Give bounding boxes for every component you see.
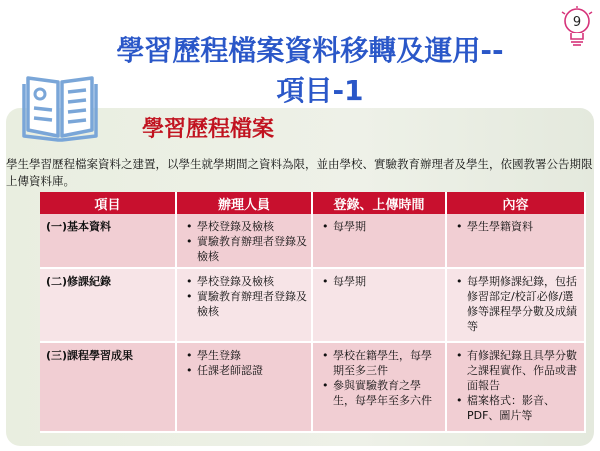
row-staff	[176, 214, 312, 268]
table-row	[40, 342, 585, 432]
section-title: 學習歷程檔案	[142, 117, 275, 142]
list-item: • 學校登錄及檢核	[197, 219, 307, 234]
open-book-icon	[20, 72, 100, 142]
list-item: • 學校在籍學生，每學期至多三件	[333, 348, 441, 378]
header-item: 項目	[40, 192, 176, 214]
row-content	[446, 268, 585, 342]
list-item: • 每學期修課紀錄，包括修習部定/校訂必修/選修等課程學分數及成績等	[467, 274, 580, 334]
list-item: • 每學期	[333, 219, 441, 234]
header-staff: 辦理人員	[176, 192, 312, 214]
row-content	[446, 342, 585, 432]
portfolio-table	[40, 192, 586, 433]
row-content	[446, 214, 585, 268]
header-content: 內容	[446, 192, 585, 214]
table-header-row	[40, 192, 585, 214]
list-item: • 學生登錄	[197, 348, 307, 363]
row-time	[312, 268, 446, 342]
list-item: • 學生學籍資料	[467, 219, 580, 234]
list-item: • 檔案格式：影音、PDF、圖片等	[467, 393, 580, 423]
header-time: 登錄、上傳時間	[312, 192, 446, 214]
intro-text: 學生學習歷程檔案資料之建置，以學生就學期間之資料為限，並由學校、實驗教育辦理者及學生，依國教署公告期限上傳資料庫。	[6, 157, 593, 188]
page-number: 9	[572, 15, 582, 30]
slide-title-line1: 學習歷程檔案資料移轉及運用--	[116, 34, 504, 67]
list-item: • 實驗教育辦理者登錄及檢核	[197, 234, 307, 264]
list-item: • 學校登錄及檢核	[197, 274, 307, 289]
table-row	[40, 214, 585, 268]
slide-title-line2: 項目-1	[276, 74, 364, 107]
list-item: • 參與實驗教育之學生，每學年至多六件	[333, 378, 441, 408]
row-item: (一)基本資料	[40, 214, 176, 268]
list-item: • 實驗教育辦理者登錄及檢核	[197, 289, 307, 319]
table-row	[40, 268, 585, 342]
row-time	[312, 342, 446, 432]
row-time	[312, 214, 446, 268]
list-item: • 每學期	[333, 274, 441, 289]
row-item: (三)課程學習成果	[40, 342, 176, 432]
row-item: (二)修課紀錄	[40, 268, 176, 342]
list-item: • 有修課紀錄且具學分數之課程實作、作品或書面報告	[467, 348, 580, 393]
list-item: • 任課老師認證	[197, 363, 307, 378]
row-staff	[176, 268, 312, 342]
row-staff	[176, 342, 312, 432]
